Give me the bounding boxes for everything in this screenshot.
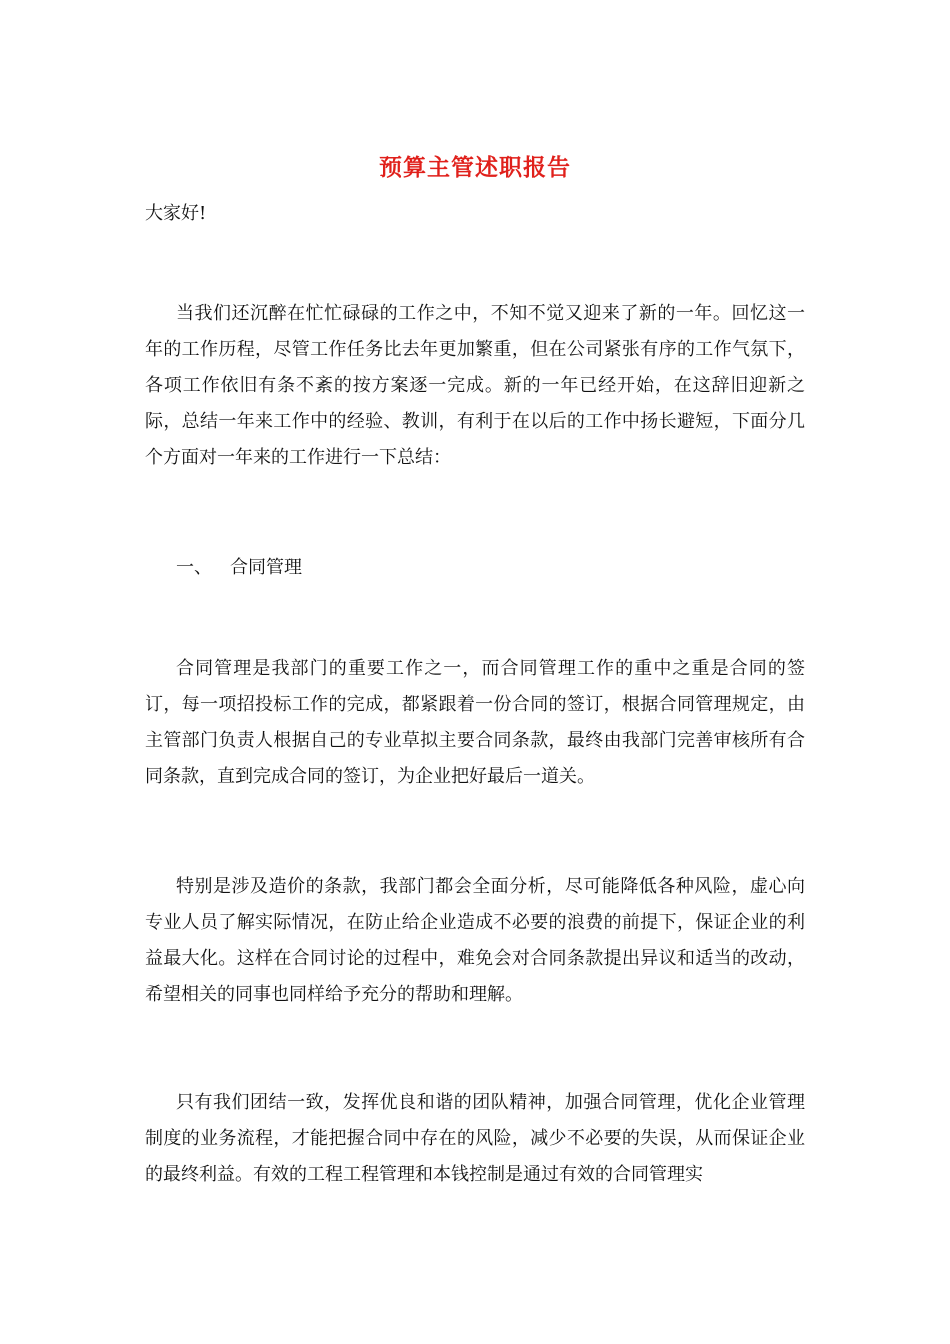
- section-heading: [176, 553, 302, 583]
- paragraph-contract-management: 合同管理是我部门的重要工作之一，而合同管理工作的重中之重是合同的签订，每一项招投标工作的完成，都紧跟着一份合同的签订，根据合同管理规定，由主管部门负责人根据自己的专业草拟主要合同条款，最终由我部门完善审核所有合同条款，直到完成合同的签订，为企业把好最后一道关。: [145, 658, 805, 787]
- document-title: 预算主管述职报告: [379, 154, 571, 181]
- paragraph-team-unity: 只有我们团结一致，发挥优良和谐的团队精神，加强合同管理，优化企业管理制度的业务流程，才能把握合同中存在的风险，减少不必要的失误，从而保证企业的最终利益。有效的工程工程管理和本钱控制是通过有效的合同管理实: [145, 1092, 805, 1185]
- section-heading-number: 一、: [176, 557, 212, 578]
- section-heading-label: 合同管理: [230, 557, 302, 578]
- paragraph-cost-clauses: 特别是涉及造价的条款，我部门都会全面分析，尽可能降低各种风险，虚心向专业人员了解实际情况，在防止给企业造成不必要的浪费的前提下，保证企业的利益最大化。这样在合同讨论的过程中，难免会对合同条款提出异议和适当的改动，希望相关的同事也同样给予充分的帮助和理解。: [145, 876, 805, 1005]
- paragraph-intro: 当我们还沉醉在忙忙碌碌的工作之中，不知不觉又迎来了新的一年。回忆这一年的工作历程，尽管工作任务比去年更加繁重，但在公司紧张有序的工作气氛下，各项工作依旧有条不紊的按方案逐一完成。新的一年已经开始，在这辞旧迎新之际，总结一年来工作中的经验、教训，有利于在以后的工作中扬长避短，下面分几个方面对一年来的工作进行一下总结：: [145, 303, 805, 468]
- greeting-text: 大家好!: [145, 203, 207, 224]
